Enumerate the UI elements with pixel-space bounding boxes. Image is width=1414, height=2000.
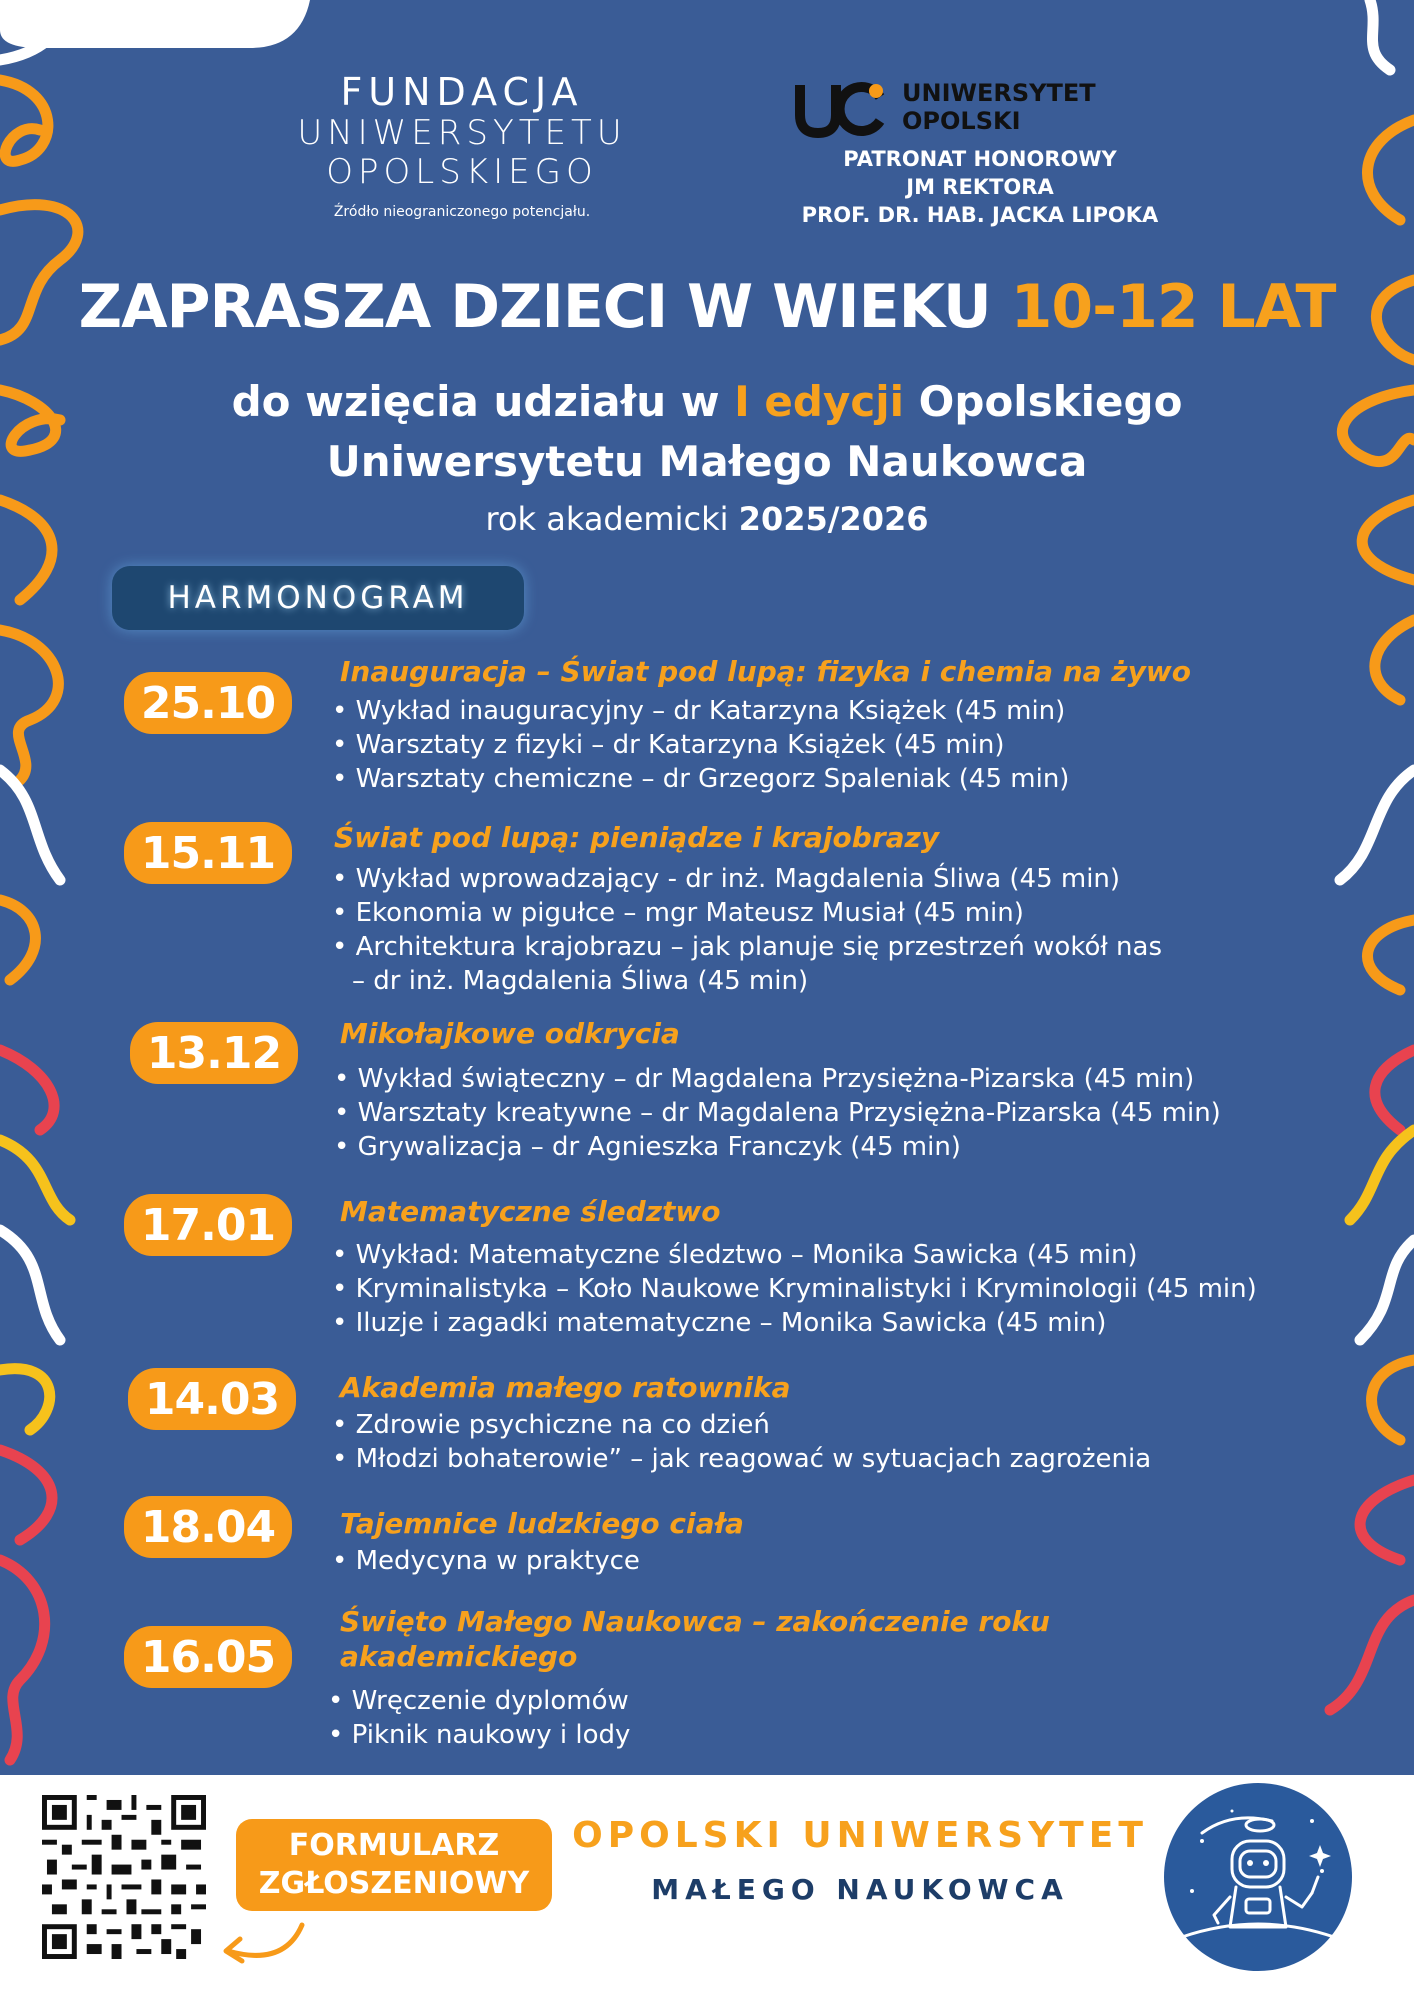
university-name-line2: OPOLSKI: [902, 107, 1021, 135]
event-date-badge: 17.01: [124, 1194, 292, 1256]
squiggle: [0, 80, 48, 161]
squiggle: [1370, 0, 1390, 70]
university-logo: [790, 75, 1170, 235]
event-item: • Wykład wprowadzający - dr inż. Magdalenia Śliwa (45 min): [332, 862, 1392, 896]
squiggle: [0, 900, 35, 980]
event-items: [332, 694, 1392, 796]
astronaut-icon: [1162, 1781, 1354, 1973]
event-item: • Medycyna w praktyce: [332, 1544, 1392, 1578]
event-date-badge: 15.11: [124, 822, 292, 884]
event-items: [332, 1544, 1392, 1578]
brand-name-line2: MAŁEGO NAUKOWCA: [651, 1873, 1069, 1906]
event-item: • Wręczenie dyplomów: [328, 1684, 1388, 1718]
event-item: • Architektura krajobrazu – jak planuje się przestrzeń wokół nas: [332, 930, 1392, 964]
event-title: Matematyczne śledztwo: [340, 1195, 721, 1228]
squiggle: [0, 1369, 50, 1430]
event-title-line2: akademickiego: [340, 1640, 578, 1673]
event-item: • Wykład inauguracyjny – dr Katarzyna Książek (45 min): [332, 694, 1392, 728]
footer: [0, 1775, 1414, 2000]
event-item: • Wykład świąteczny – dr Magdalena Przysiężna-Pizarska (45 min): [334, 1062, 1394, 1096]
event-item: • Warsztaty kreatywne – dr Magdalena Przysiężna-Pizarska (45 min): [334, 1096, 1394, 1130]
event-date-badge: 18.04: [124, 1496, 292, 1558]
qr-code[interactable]: [42, 1795, 206, 1959]
subheadline-line2: Uniwersytetu Małego Naukowca: [326, 437, 1088, 486]
uo-logo-icon: [794, 79, 890, 139]
event-item-continuation: – dr inż. Magdalenia Śliwa (45 min): [352, 966, 809, 996]
event-title: Świat pod lupą: pieniądze i krajobrazy: [334, 821, 940, 854]
corner-shape: [0, 0, 310, 48]
brand-name-line1: OPOLSKI UNIWERSYTET: [572, 1815, 1148, 1856]
event-date-badge: 25.10: [124, 672, 292, 734]
squiggle: [1375, 620, 1414, 700]
event-title: Akademia małego ratownika: [340, 1371, 791, 1404]
foundation-logo: [282, 72, 642, 240]
schedule-heading: HARMONOGRAM: [112, 566, 524, 630]
squiggle: [0, 500, 52, 600]
academic-year: [60, 500, 1354, 538]
patron-line2: JM REKTORA: [906, 175, 1054, 199]
event-items: [328, 1684, 1388, 1752]
event-item: • Iluzje i zagadki matematyczne – Monika Sawicka (45 min): [332, 1306, 1392, 1340]
event-item: • Grywalizacja – dr Agnieszka Franczyk (45 min): [334, 1130, 1394, 1164]
event-title: Mikołajkowe odkrycia: [340, 1017, 680, 1050]
squiggle: [1367, 120, 1414, 220]
honorary-patronage: [790, 145, 1170, 229]
university-name: [902, 79, 1096, 135]
event-item: • Warsztaty z fizyki – dr Katarzyna Książek (45 min): [332, 728, 1392, 762]
subheadline-text: do wzięcia udziału w: [231, 377, 735, 426]
university-name-line1: UNIWERSYTET: [902, 79, 1096, 107]
event-items: [334, 1062, 1394, 1164]
event-title: Inauguracja – Świat pod lupą: fizyka i chemia na żywo: [340, 655, 1191, 688]
foundation-tagline: Źródło nieograniczonego potencjału.: [333, 203, 591, 220]
registration-form-button[interactable]: [236, 1819, 552, 1911]
event-item: • Zdrowie psychiczne na co dzień: [332, 1408, 1392, 1442]
subheadline-text: Opolskiego: [904, 377, 1183, 426]
foundation-name-line3: OPOLSKIEGO: [326, 151, 598, 192]
squiggle: [0, 630, 58, 780]
event-item: • Młodzi bohaterowie” – jak reagować w sytuacjach zagrożenia: [332, 1442, 1392, 1476]
event-item: • Warsztaty chemiczne – dr Grzegorz Spaleniak (45 min): [332, 762, 1392, 796]
event-date-badge: 14.03: [128, 1368, 296, 1430]
event-item: • Piknik naukowy i lody: [328, 1718, 1388, 1752]
squiggle: [0, 1140, 70, 1220]
event-item: • Kryminalistyka – Koło Naukowe Kryminalistyki i Kryminologii (45 min): [332, 1272, 1392, 1306]
event-items: [332, 862, 1392, 998]
squiggle: [0, 0, 70, 60]
squiggle: [1362, 500, 1414, 580]
academic-year-label: rok akademicki: [485, 500, 739, 538]
form-button-line1: FORMULARZ: [288, 1828, 500, 1863]
squiggle: [0, 390, 60, 451]
event-title: Tajemnice ludzkiego ciała: [340, 1507, 744, 1540]
event-item: • Ekonomia w pigułce – mgr Mateusz Musiał (45 min): [332, 896, 1392, 930]
squiggle: [0, 1050, 54, 1130]
foundation-name-line1: FUNDACJA: [340, 70, 584, 114]
event-item: • Wykład: Matematyczne śledztwo – Monika Sawicka (45 min): [332, 1238, 1392, 1272]
squiggle: [0, 1560, 45, 1760]
headline: [40, 272, 1374, 342]
subheadline-edition-highlight: I edycji: [734, 377, 905, 426]
event-title: [340, 1604, 1340, 1674]
squiggle: [0, 1230, 60, 1340]
subheadline: [60, 372, 1354, 492]
foundation-name-line2: UNIWERSYTETU: [297, 112, 627, 153]
curved-arrow-icon: [214, 1915, 314, 1975]
event-title-line1: Święto Małego Naukowca – zakończenie roku: [340, 1605, 1050, 1638]
patron-line3: PROF. DR. HAB. JACKA LIPOKA: [801, 203, 1159, 227]
event-date-badge: 16.05: [124, 1626, 292, 1688]
academic-year-value: 2025/2026: [738, 500, 929, 538]
squiggle: [0, 1450, 52, 1540]
patron-line1: PATRONAT HONOROWY: [843, 147, 1117, 171]
squiggle: [0, 770, 60, 880]
squiggle: [1376, 280, 1414, 360]
form-button-line2: ZGŁOSZENIOWY: [258, 1866, 530, 1901]
headline-text: ZAPRASZA DZIECI W WIEKU: [78, 272, 1011, 342]
headline-age-highlight: 10-12 LAT: [1010, 272, 1336, 342]
event-date-badge: 13.12: [130, 1022, 298, 1084]
event-items: [332, 1238, 1392, 1340]
event-items: [332, 1408, 1392, 1476]
